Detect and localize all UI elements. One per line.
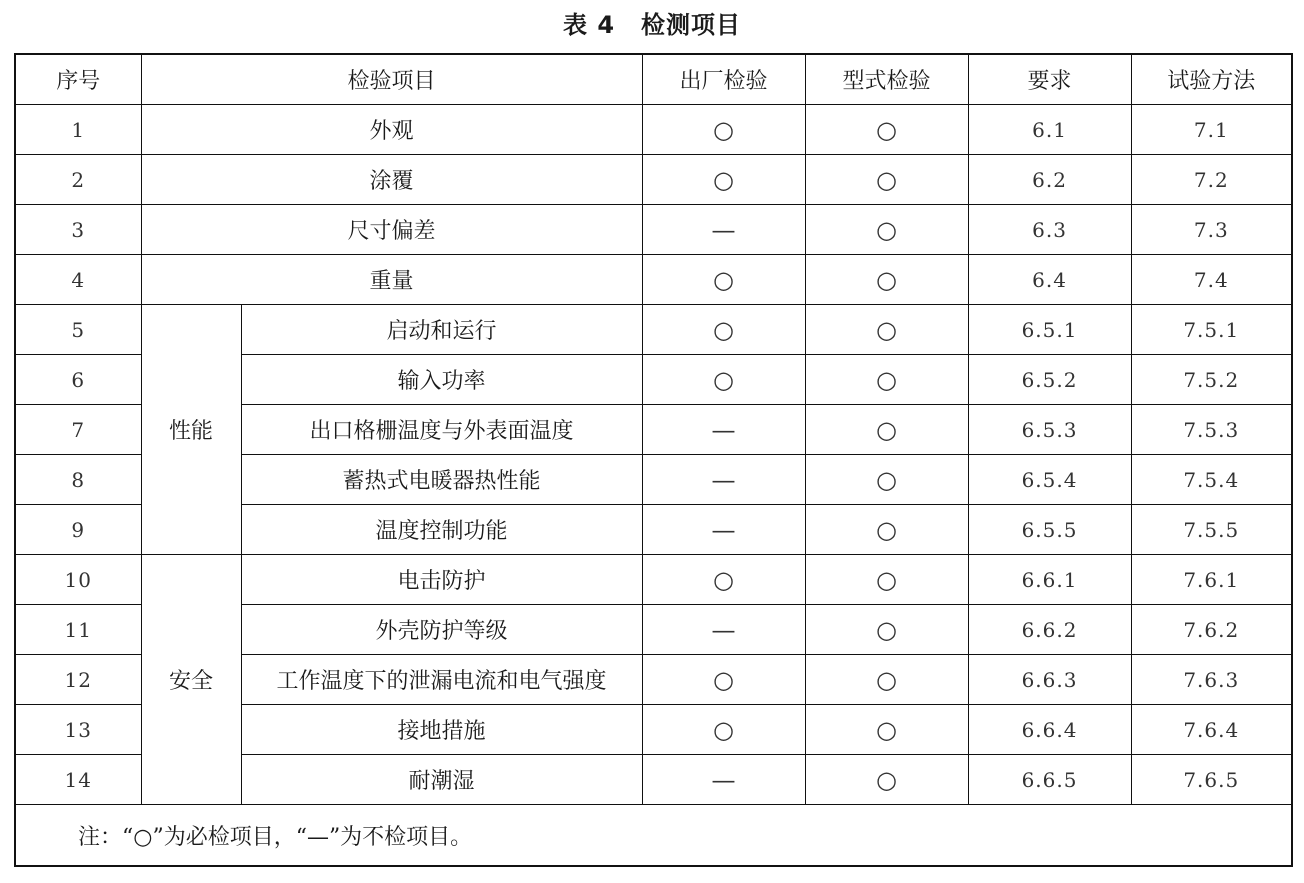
row-seq: 5 [15, 305, 141, 355]
row-requirement: 6.6.3 [968, 655, 1131, 705]
row-seq: 1 [15, 105, 141, 155]
header-method: 试验方法 [1131, 54, 1292, 105]
row-type: ○ [805, 155, 968, 205]
row-item: 启动和运行 [241, 305, 642, 355]
row-requirement: 6.5.1 [968, 305, 1131, 355]
row-item: 涂覆 [141, 155, 642, 205]
row-requirement: 6.1 [968, 105, 1131, 155]
row-method: 7.5.1 [1131, 305, 1292, 355]
row-seq: 3 [15, 205, 141, 255]
table-row [15, 555, 1292, 605]
row-seq: 11 [15, 605, 141, 655]
row-method: 7.6.3 [1131, 655, 1292, 705]
row-item: 耐潮湿 [241, 755, 642, 805]
row-type: ○ [805, 555, 968, 605]
header-seq: 序号 [15, 54, 141, 105]
row-seq: 12 [15, 655, 141, 705]
table-note: 注：“○”为必检项目，“—”为不检项目。 [15, 805, 1292, 867]
row-method: 7.3 [1131, 205, 1292, 255]
header-item: 检验项目 [141, 54, 642, 105]
row-type: ○ [805, 405, 968, 455]
row-factory: — [642, 455, 805, 505]
row-item: 接地措施 [241, 705, 642, 755]
row-method: 7.1 [1131, 105, 1292, 155]
row-seq: 8 [15, 455, 141, 505]
row-seq: 13 [15, 705, 141, 755]
row-factory: ○ [642, 705, 805, 755]
table-row [15, 205, 1292, 255]
row-type: ○ [805, 505, 968, 555]
row-item: 出口格栅温度与外表面温度 [241, 405, 642, 455]
table-title: 检测项目 [641, 11, 742, 39]
row-requirement: 6.2 [968, 155, 1131, 205]
row-requirement: 6.6.5 [968, 755, 1131, 805]
row-type: ○ [805, 355, 968, 405]
row-factory: ○ [642, 155, 805, 205]
row-requirement: 6.5.5 [968, 505, 1131, 555]
row-factory: — [642, 605, 805, 655]
group-performance: 性能 [141, 305, 241, 555]
row-type: ○ [805, 755, 968, 805]
row-type: ○ [805, 455, 968, 505]
row-factory: — [642, 205, 805, 255]
row-type: ○ [805, 705, 968, 755]
row-item: 工作温度下的泄漏电流和电气强度 [241, 655, 642, 705]
row-method: 7.5.4 [1131, 455, 1292, 505]
row-seq: 4 [15, 255, 141, 305]
row-method: 7.5.3 [1131, 405, 1292, 455]
table-row [15, 255, 1292, 305]
row-item: 重量 [141, 255, 642, 305]
row-method: 7.4 [1131, 255, 1292, 305]
inspection-items-table [14, 53, 1293, 867]
row-requirement: 6.6.4 [968, 705, 1131, 755]
row-factory: ○ [642, 655, 805, 705]
row-item: 尺寸偏差 [141, 205, 642, 255]
row-requirement: 6.4 [968, 255, 1131, 305]
row-seq: 10 [15, 555, 141, 605]
header-row [15, 54, 1292, 105]
table-row [15, 305, 1292, 355]
row-type: ○ [805, 655, 968, 705]
row-method: 7.6.5 [1131, 755, 1292, 805]
row-requirement: 6.5.3 [968, 405, 1131, 455]
row-method: 7.6.2 [1131, 605, 1292, 655]
row-factory: ○ [642, 305, 805, 355]
row-method: 7.6.4 [1131, 705, 1292, 755]
row-seq: 6 [15, 355, 141, 405]
row-method: 7.2 [1131, 155, 1292, 205]
row-factory: ○ [642, 355, 805, 405]
row-item: 外壳防护等级 [241, 605, 642, 655]
header-type: 型式检验 [805, 54, 968, 105]
row-item: 外观 [141, 105, 642, 155]
row-seq: 7 [15, 405, 141, 455]
row-item: 温度控制功能 [241, 505, 642, 555]
row-method: 7.6.1 [1131, 555, 1292, 605]
row-factory: ○ [642, 555, 805, 605]
row-type: ○ [805, 305, 968, 355]
note-row [15, 805, 1292, 867]
row-method: 7.5.2 [1131, 355, 1292, 405]
table-row [15, 155, 1292, 205]
row-type: ○ [805, 255, 968, 305]
row-requirement: 6.3 [968, 205, 1131, 255]
row-type: ○ [805, 105, 968, 155]
row-item: 蓄热式电暖器热性能 [241, 455, 642, 505]
row-factory: — [642, 505, 805, 555]
header-factory: 出厂检验 [642, 54, 805, 105]
header-requirement: 要求 [968, 54, 1131, 105]
row-type: ○ [805, 605, 968, 655]
row-requirement: 6.5.4 [968, 455, 1131, 505]
group-safety: 安全 [141, 555, 241, 805]
row-seq: 9 [15, 505, 141, 555]
row-item: 电击防护 [241, 555, 642, 605]
table-caption [0, 8, 1304, 42]
row-factory: — [642, 405, 805, 455]
row-factory: ○ [642, 255, 805, 305]
row-type: ○ [805, 205, 968, 255]
row-factory: ○ [642, 105, 805, 155]
row-requirement: 6.5.2 [968, 355, 1131, 405]
row-item: 输入功率 [241, 355, 642, 405]
row-factory: — [642, 755, 805, 805]
row-seq: 2 [15, 155, 141, 205]
row-seq: 14 [15, 755, 141, 805]
row-method: 7.5.5 [1131, 505, 1292, 555]
row-requirement: 6.6.2 [968, 605, 1131, 655]
row-requirement: 6.6.1 [968, 555, 1131, 605]
table-row [15, 105, 1292, 155]
table-number: 表 4 [562, 11, 616, 39]
